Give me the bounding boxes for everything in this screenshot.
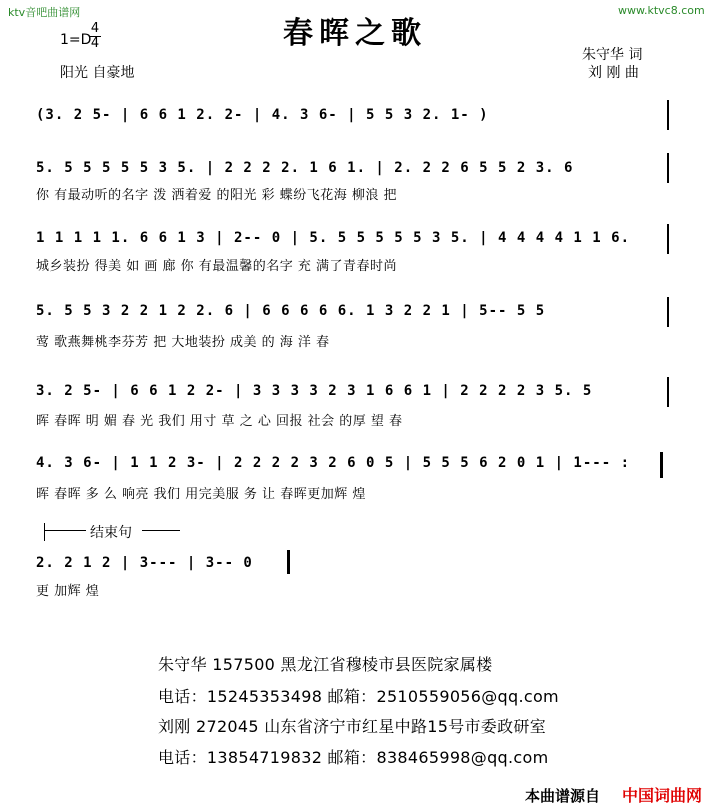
watermark-right: www.ktvc8.com	[618, 4, 705, 17]
watermark-left: ktv音吧曲谱网	[8, 6, 81, 19]
key-signature: 1=D	[60, 32, 92, 48]
contact-line: 电话：13854719832 邮箱：838465998@qq.com	[158, 748, 549, 767]
footer-site-link[interactable]: 中国词曲网	[622, 786, 703, 805]
score-row-notes: 2. 2 1 2 | 3--- | 3-- 0	[36, 555, 253, 571]
barline	[667, 153, 669, 183]
lyrics-line: 城乡装扮 得美 如 画 廊 你 有最温馨的名字 充 满了青春时尚	[36, 259, 398, 274]
composer-credit: 刘 刚 曲	[588, 65, 639, 81]
barline	[667, 224, 669, 254]
lyrics-line: 更 加辉 煌	[36, 584, 100, 599]
final-barline	[287, 550, 290, 574]
ending-bracket-left	[44, 523, 45, 541]
score-row-notes: 5. 5 5 3 2 2 1 2 2. 6 | 6 6 6 6 6. 1 3 2 2 1 | 5-- 5 5	[36, 303, 546, 319]
barline	[667, 297, 669, 327]
barline	[667, 100, 669, 130]
score-row-notes: 1 1 1 1 1. 6 6 1 3 | 2-- 0 | 5. 5 5 5 5 5 3 5. | 4 4 4 4 1 1 6.	[36, 230, 631, 246]
mood-marking: 阳光 自豪地	[60, 65, 135, 81]
repeat-barline	[660, 452, 663, 478]
lyrics-line: 晖 春晖 多 么 响亮 我们 用完美服 务 让 春晖更加辉 煌	[36, 487, 366, 502]
lyrics-line: 晖 春晖 明 媚 春 光 我们 用寸 草 之 心 回报 社会 的厚 望 春	[36, 414, 403, 429]
ending-label: 结束句	[90, 525, 132, 541]
contact-line: 朱守华 157500 黑龙江省穆棱市县医院家属楼	[158, 655, 493, 674]
ending-bracket-line-right	[142, 530, 180, 531]
time-signature	[89, 23, 101, 50]
time-signature-top: 4	[90, 21, 100, 36]
score-row-notes: 3. 2 5- | 6 6 1 2 2- | 3 3 3 3 2 3 1 6 6 1 | 2 2 2 2 3 5. 5	[36, 383, 593, 399]
lyrics-line: 你 有最动听的名字 泼 洒着爱 的阳光 彩 蝶纷飞花海 柳浪 把	[36, 188, 398, 203]
song-title: 春晖之歌	[283, 16, 427, 51]
contact-line: 电话：15245353498 邮箱：2510559056@qq.com	[158, 687, 559, 706]
score-row-notes: (3. 2 5- | 6 6 1 2. 2- | 4. 3 6- | 5 5 3 2. 1- )	[36, 107, 489, 123]
score-row-notes: 5. 5 5 5 5 5 3 5. | 2 2 2 2. 1 6 1. | 2. 2 2 6 5 5 2 3. 6	[36, 160, 574, 176]
ending-bracket-line	[44, 530, 86, 531]
time-signature-bottom: 4	[90, 36, 100, 51]
score-row-notes: 4. 3 6- | 1 1 2 3- | 2 2 2 2 3 2 6 0 5 | 5 5 5 6 2 0 1 | 1--- :	[36, 455, 631, 471]
lyrics-line: 莺 歌燕舞桃李芬芳 把 大地装扮 成美 的 海 洋 春	[36, 335, 330, 350]
barline	[667, 377, 669, 407]
contact-line: 刘刚 272045 山东省济宁市红星中路15号市委政研室	[158, 717, 547, 736]
lyricist-credit: 朱守华 词	[582, 47, 643, 63]
footer-source: 本曲谱源自	[525, 787, 601, 805]
